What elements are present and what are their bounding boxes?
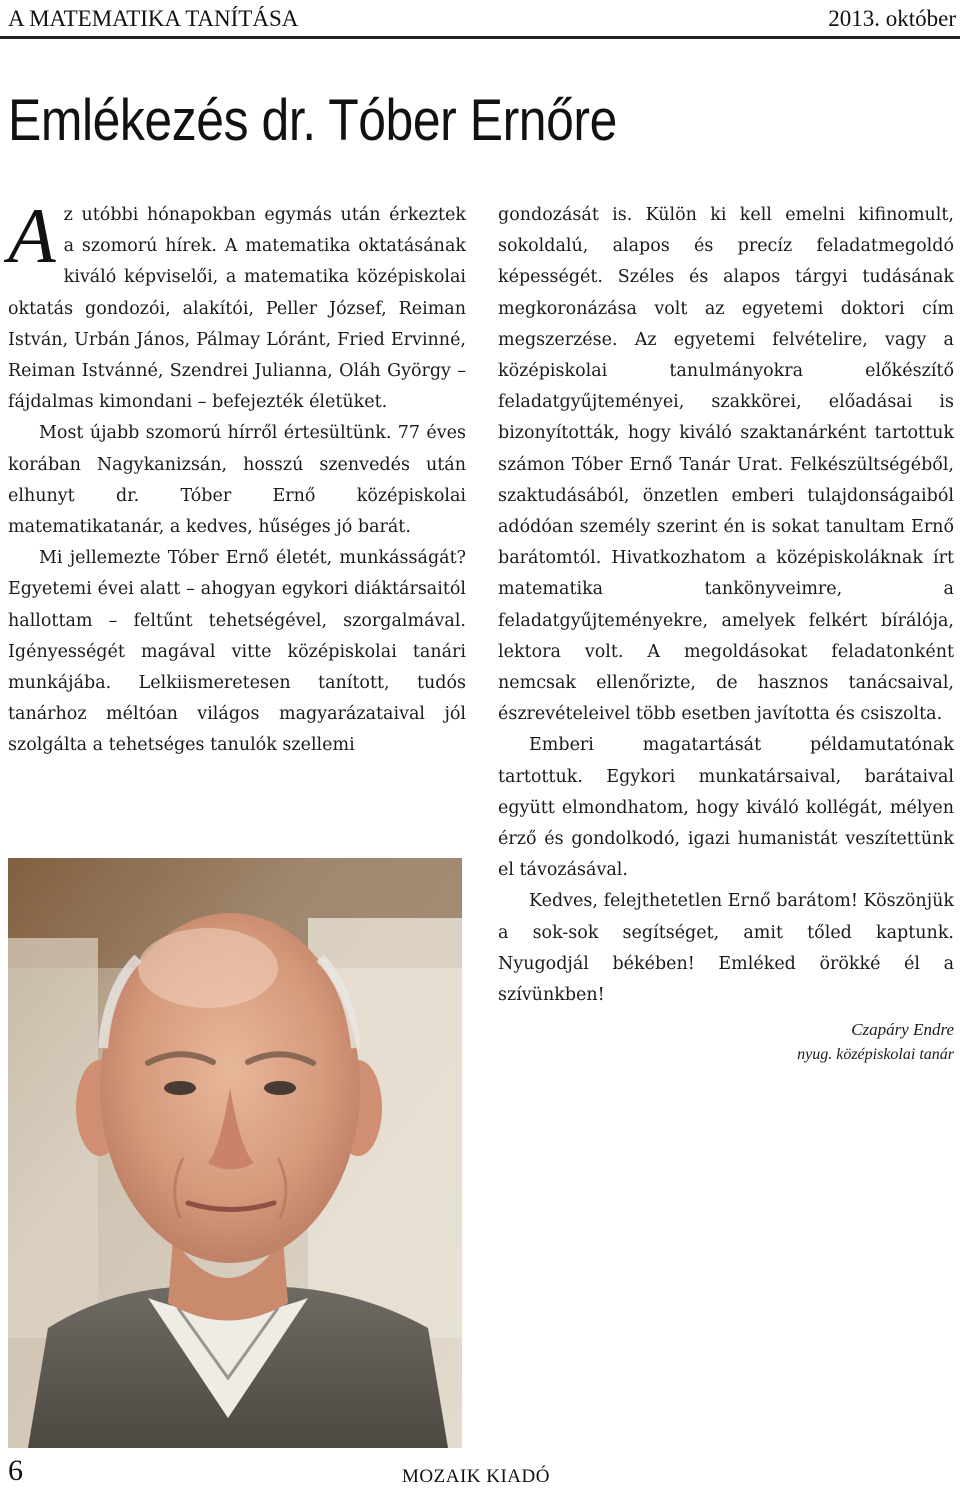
portrait-photo — [8, 858, 462, 1448]
portrait-illustration — [8, 858, 462, 1448]
page-number: 6 — [8, 1454, 23, 1487]
article-title: Emlékezés dr. Tóber Ernőre — [8, 88, 617, 153]
paragraph-3: Mi jellemezte Tóber Ernő életét, munkásságát? Egyetemi évei alatt – ahogyan egykori diáktársaitól hallottam – feltűnt tehetségével, szorgalmával. Igényességét magával vitte középiskolai tanári munkájába. Lelkiismeretesen tanított, tudós tanárhoz méltóan világos magyarázataival jól szolgálta a tehetséges tanulók szellemi — [8, 548, 466, 756]
journal-title: A MATEMATIKA TANÍTÁSA — [8, 6, 299, 31]
issue-date: 2013. október — [828, 6, 956, 31]
running-head — [8, 4, 956, 36]
drop-cap: A — [8, 192, 56, 279]
author-name: Czapáry Endre — [851, 1020, 954, 1040]
left-column — [8, 192, 466, 762]
publisher: MOZAIK KIADÓ — [402, 1466, 550, 1487]
right-column — [498, 200, 954, 1067]
paragraph-4: gondozását is. Külön ki kell emelni kifinomult, sokoldalú, alapos és precíz feladatmegoldó képességét. Széles és alapos tárgyi tudásának megkoronázása volt az egyetemi doktori cím megszerzése. Az egyetemi felvételire, vagy a középiskolai tanulmányokra előkészítő feladatgyűjteményei, szakkörei, előadásai is bizonyították, hogy kiváló szaktanárként tartottuk számon Tóber Ernő Tanár Urat. Felkészültségéből, szaktudásából, önzetlen emberi tulajdonságaiból adódóan személy szerint én is sokat tanultam Ernő barátomtól. Hivatkozhatom a középiskoláknak írt matematika tankönyveimre, a feladatgyűjteményekre, amelyek felkért bírálója, lektora volt. A megoldásokat feladatonként nemcsak ellenőrizte, de hasznos tanácsaival, észrevételeivel több esetben javította és csiszolta. — [498, 205, 954, 725]
signature — [498, 1017, 954, 1067]
paragraph-6: Kedves, felejthetetlen Ernő barátom! Köszönjük a sok-sok segítséget, amit tőled kaptunk. Nyugodjál békében! Emléked örökké él a szívünkben! — [498, 891, 954, 1006]
paragraph-1-text: z utóbbi hónapokban egymás után érkeztek a szomorú hírek. A matematika oktatásának kiváló képviselői, a matematika középiskolai oktatás gondozói, alakítói, Peller József, Reiman István, Urbán János, Pálmay Lóránt, Fried Ervinné, Reiman Istvánné, Szendrei Julianna, Oláh György – fájdalmas kimondani – befejezték életüket. — [8, 205, 466, 413]
paragraph-1 — [8, 192, 466, 418]
header-divider — [0, 36, 960, 39]
paragraph-5: Emberi magatartását példamutatónak tartottuk. Egykori munkatársaival, barátaival együtt elmondhatom, hogy kiváló kollégát, mélyen érző és gondolkodó, igazi humanistát veszítettünk el távozásával. — [498, 735, 954, 881]
author-role: nyug. középiskolai tanár — [797, 1046, 954, 1064]
paragraph-2: Most újabb szomorú hírről értesültünk. 77 éves korában Nagykanizsán, hosszú szenvedés után elhunyt dr. Tóber Ernő középiskolai matematikatanár, a kedves, hűséges jó barát. — [8, 423, 466, 538]
